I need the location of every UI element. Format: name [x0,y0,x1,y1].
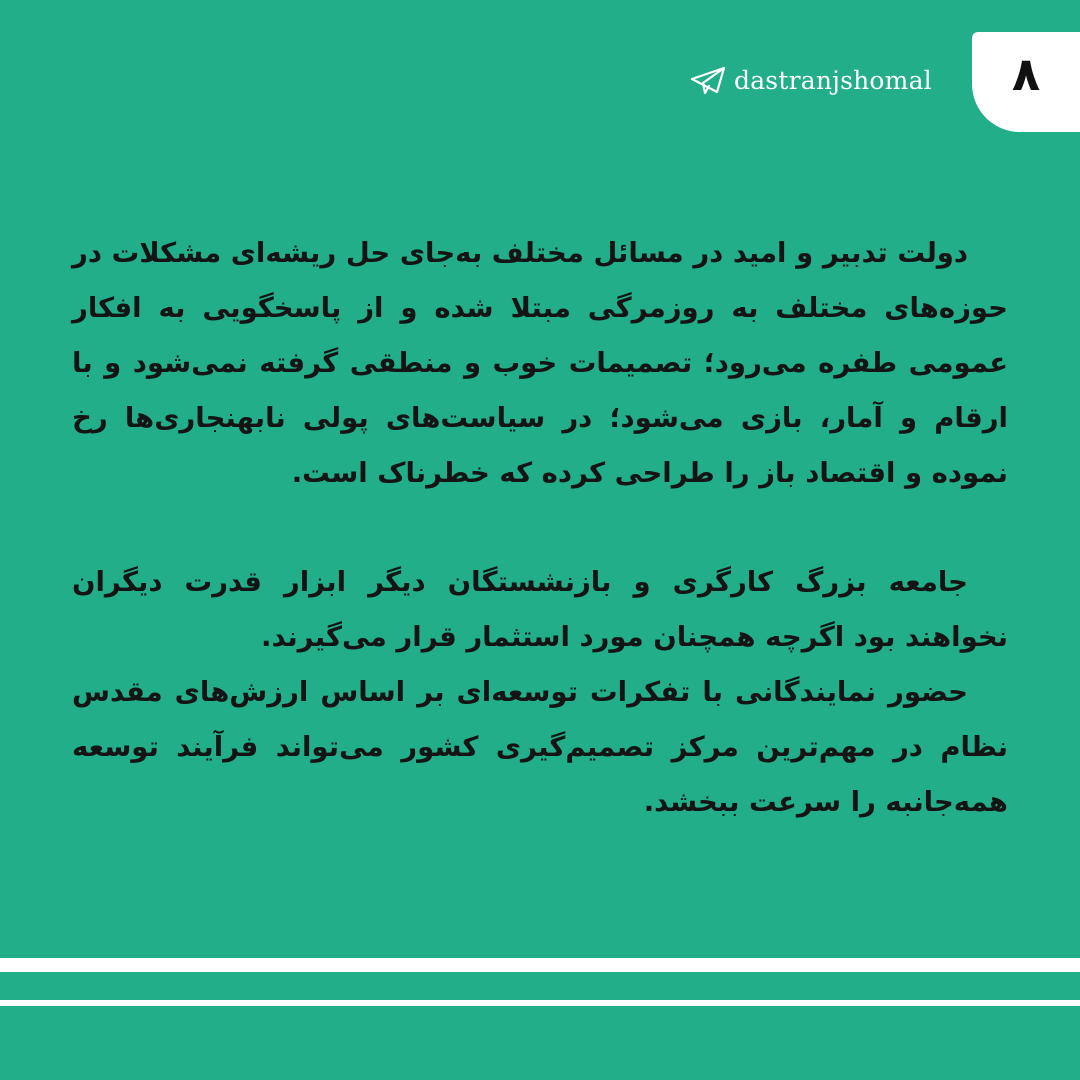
divider-line-thick [0,958,1080,972]
article-paragraph: دولت تدبیر و امید در مسائل مختلف به‌جای حل ریشه‌ای مشکلات در حوزه‌های مختلف به روزمرگی مبتلا شده و از پاسخگویی به افکار عمومی طفره می‌رود؛ تصمیمات خوب و منطقی گرفته نمی‌شود و با ارقام و آمار، بازی می‌شود؛ در سیاست‌های پولی نابهنجاری‌ها رخ نموده و اقتصاد باز را طراحی کرده که خطرناک است. [72,237,1008,489]
article-paragraph: حضور نمایندگانی با تفکرات توسعه‌ای بر اساس ارزش‌های مقدس نظام در مهم‌ترین مرکز تصمیم‌گیری کشور می‌تواند فرآیند توسعه همه‌جانبه را سرعت ببخشد. [72,676,1008,818]
brand-name: dastranjshomal [734,65,932,95]
article-paragraph: جامعه بزرگ کارگری و بازنشستگان دیگر ابزار قدرت دیگران نخواهند بود اگرچه همچنان مورد استثمار قرار می‌گیرند. [72,566,1008,653]
brand-handle [690,58,932,102]
page-number: ۸ [1011,47,1041,101]
divider-line-thin [0,1000,1080,1006]
paper-plane-icon [690,65,726,95]
article-body [72,226,1008,830]
